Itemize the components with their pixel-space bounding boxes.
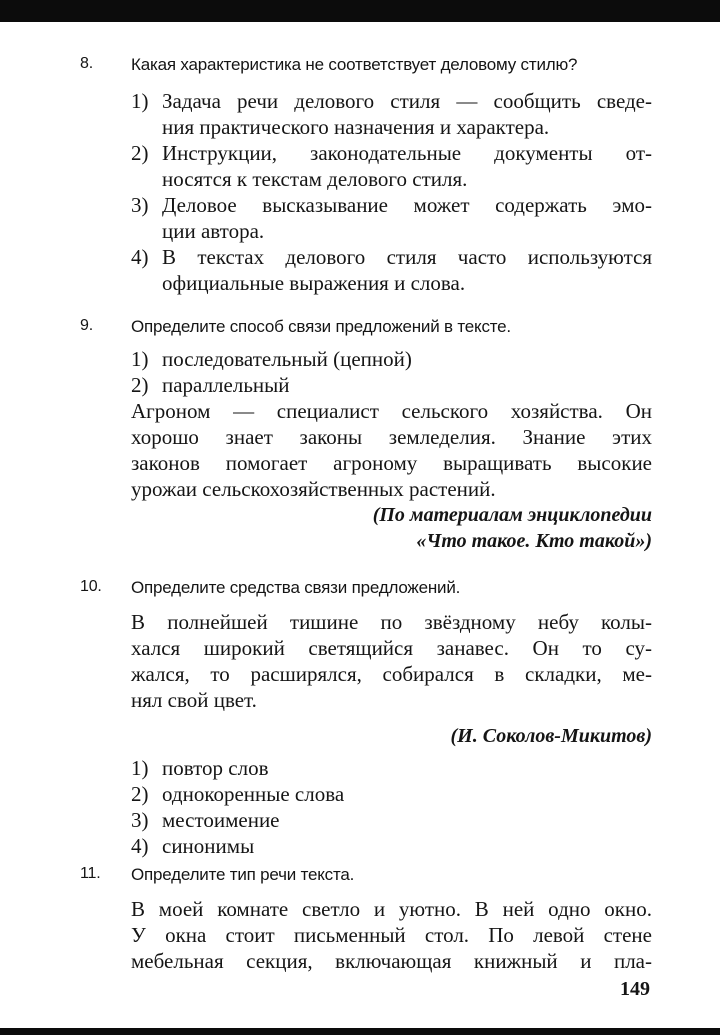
option-number: 1) [131,89,149,113]
bottom-border [0,1028,720,1035]
option-label: однокоренные слова [162,782,345,806]
option-number: 4) [131,834,149,858]
option-label: местоимение [162,808,280,832]
passage-line: законов помогает агроному выращивать высокие [131,451,652,475]
option-label: повтор слов [162,756,269,780]
option-number: 1) [131,347,149,371]
source-line: (По материалам энциклопедии [372,504,652,526]
top-border [0,0,720,22]
option-number: 4) [131,245,149,269]
passage-line: жался, то расширялся, собирался в складки, ме- [131,662,652,686]
source-citation [0,502,720,554]
question-number: 9. [80,317,93,334]
passage-line: хорошо знает законы земледелия. Знание этих [131,425,652,449]
answer-option-2 [0,372,720,398]
passage-line: урожаи сельскохозяйственных растений. [131,477,496,501]
question-text: Определите средства связи предложений. [131,578,461,597]
passage-line: хался широкий светящийся занавес. Он то су- [131,636,652,660]
source-citation: (И. Соколов-Микитов) [450,725,652,747]
answer-options [0,755,720,859]
passage-line: В полнейшей тишине по звёздному небу колы- [131,610,652,634]
passage-line: мебельная секция, включающая книжный и пла- [131,949,652,973]
option-number: 3) [131,808,149,832]
answer-option-3 [0,807,720,833]
answer-option-1 [0,755,720,781]
passage [0,398,720,502]
answer-option-2 [0,140,720,192]
option-label: параллельный [162,373,290,397]
question-text: Определите способ связи предложений в тексте. [131,317,511,336]
option-number: 3) [131,193,149,217]
option-line: Инструкции, законодательные документы от- [162,141,652,165]
question-11 [0,862,720,974]
question-number: 8. [80,55,93,72]
question-10 [0,575,720,859]
question-11-header [0,862,720,890]
question-10-header [0,575,720,603]
question-text: Определите тип речи текста. [131,865,355,884]
answer-options [0,346,720,398]
option-line: Задача речи делового стиля — сообщить сведе- [162,89,652,113]
source-line: «Что такое. Кто такой») [416,530,652,552]
option-label: синонимы [162,834,255,858]
question-text: Какая характеристика не соответствует деловому стилю? [131,55,578,74]
option-line: ния практического назначения и характера. [162,115,550,139]
answer-options [0,88,720,296]
answer-option-1 [0,346,720,372]
option-line: носятся к текстам делового стиля. [162,167,468,191]
question-number: 10. [80,578,102,595]
passage [0,896,720,974]
page-number: 149 [620,978,650,1000]
option-line: ции автора. [162,219,265,243]
passage-line: Агроном — специалист сельского хозяйства. Он [131,399,652,423]
option-line: В текстах делового стиля часто используются [162,245,652,269]
option-line: Деловое высказывание может содержать эмо- [162,193,652,217]
question-8 [0,52,720,296]
passage [0,609,720,713]
passage-line: нял свой цвет. [131,688,257,712]
answer-option-2 [0,781,720,807]
question-number: 11. [80,865,101,882]
answer-option-3 [0,192,720,244]
option-number: 2) [131,782,149,806]
question-9 [0,314,720,554]
option-number: 2) [131,373,149,397]
option-label: последовательный (цепной) [162,347,412,371]
answer-option-4 [0,244,720,296]
question-9-header [0,314,720,342]
option-number: 2) [131,141,149,165]
option-number: 1) [131,756,149,780]
passage-line: У окна стоит письменный стол. По левой стене [131,923,652,947]
option-line: официальные выражения и слова. [162,271,466,295]
question-8-header [0,52,720,80]
answer-option-4 [0,833,720,859]
answer-option-1 [0,88,720,140]
passage-line: В моей комнате светло и уютно. В ней одно окно. [131,897,652,921]
